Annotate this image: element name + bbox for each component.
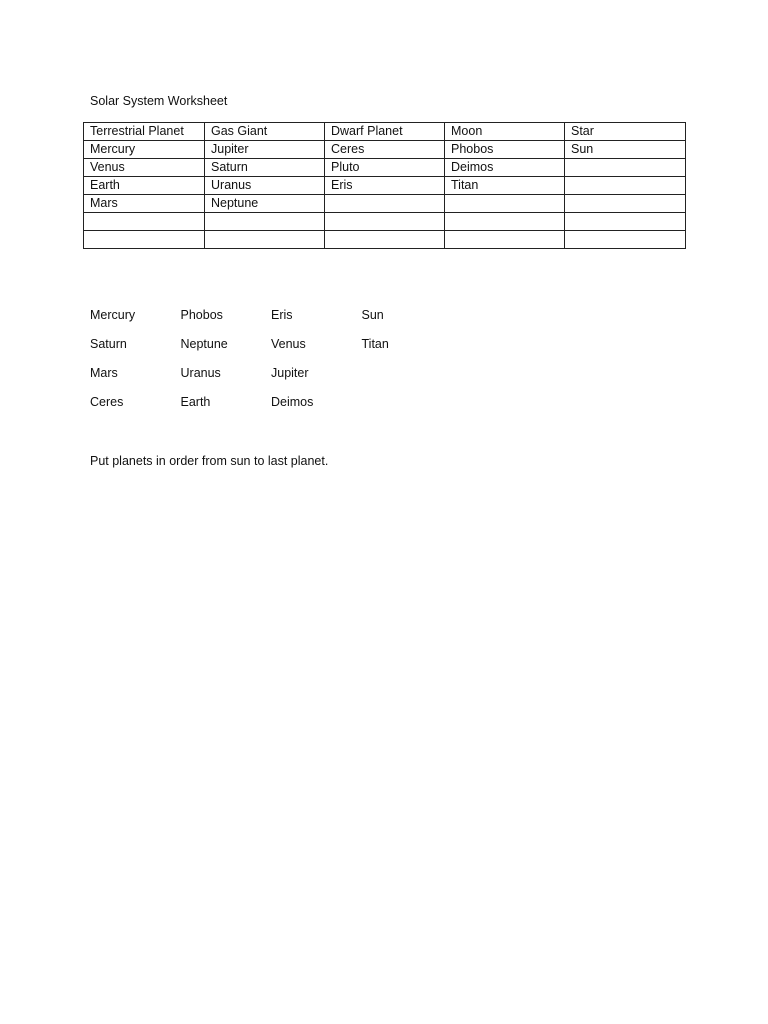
header-terrestrial-planet: Terrestrial Planet <box>84 123 205 141</box>
word-bank-item: Neptune <box>180 337 228 351</box>
table-cell: Earth <box>84 177 205 195</box>
table-cell <box>565 231 686 249</box>
word-bank-row <box>90 395 452 424</box>
table-cell <box>565 177 686 195</box>
word-bank-item <box>362 366 453 395</box>
header-gas-giant: Gas Giant <box>205 123 325 141</box>
header-dwarf-planet: Dwarf Planet <box>325 123 445 141</box>
instruction-text: Put planets in order from sun to last planet. <box>90 454 329 468</box>
table-cell <box>565 213 686 231</box>
word-bank-item: Earth <box>180 395 211 409</box>
word-bank-item: Venus <box>271 337 306 351</box>
header-moon: Moon <box>445 123 565 141</box>
word-bank-item: Mercury <box>90 308 136 322</box>
table-cell <box>445 195 565 213</box>
word-bank-item: Uranus <box>180 366 221 380</box>
word-bank-row <box>90 366 452 395</box>
table-cell: Ceres <box>325 141 445 159</box>
table-cell: Deimos <box>445 159 565 177</box>
word-bank-item <box>362 395 453 424</box>
word-bank-item: Titan <box>361 337 389 351</box>
table-cell <box>445 213 565 231</box>
table-row <box>84 141 686 159</box>
table-cell: Phobos <box>445 141 565 159</box>
table-cell <box>445 231 565 249</box>
word-bank-item: Eris <box>271 308 293 322</box>
word-bank-item: Sun <box>361 308 384 322</box>
table-cell <box>84 213 205 231</box>
table-cell <box>325 231 445 249</box>
table-cell: Pluto <box>325 159 445 177</box>
table-row <box>84 195 686 213</box>
word-bank-item: Deimos <box>271 395 314 409</box>
table-cell: Uranus <box>205 177 325 195</box>
table-cell <box>565 195 686 213</box>
table-cell: Neptune <box>205 195 325 213</box>
word-bank-item: Jupiter <box>271 366 309 380</box>
table-cell: Saturn <box>205 159 325 177</box>
table-cell <box>205 231 325 249</box>
table-row <box>84 231 686 249</box>
table-cell: Titan <box>445 177 565 195</box>
classification-table <box>83 122 686 249</box>
word-bank-item: Ceres <box>90 395 124 409</box>
table-header-row <box>84 123 686 141</box>
table-cell: Sun <box>565 141 686 159</box>
table-cell: Venus <box>84 159 205 177</box>
table-cell: Mercury <box>84 141 205 159</box>
table-cell: Eris <box>325 177 445 195</box>
table-cell: Mars <box>84 195 205 213</box>
word-bank-item: Mars <box>90 366 118 380</box>
word-bank-row <box>90 308 452 337</box>
table-cell <box>325 213 445 231</box>
table-cell: Jupiter <box>205 141 325 159</box>
word-bank-row <box>90 337 452 366</box>
table-cell <box>84 231 205 249</box>
worksheet-title: Solar System Worksheet <box>90 94 228 108</box>
table-row <box>84 213 686 231</box>
table-cell <box>325 195 445 213</box>
table-row <box>84 177 686 195</box>
word-bank-item: Saturn <box>90 337 127 351</box>
table-cell <box>565 159 686 177</box>
header-star: Star <box>565 123 686 141</box>
word-bank <box>90 308 452 424</box>
table-cell <box>205 213 325 231</box>
table-row <box>84 159 686 177</box>
word-bank-item: Phobos <box>180 308 223 322</box>
